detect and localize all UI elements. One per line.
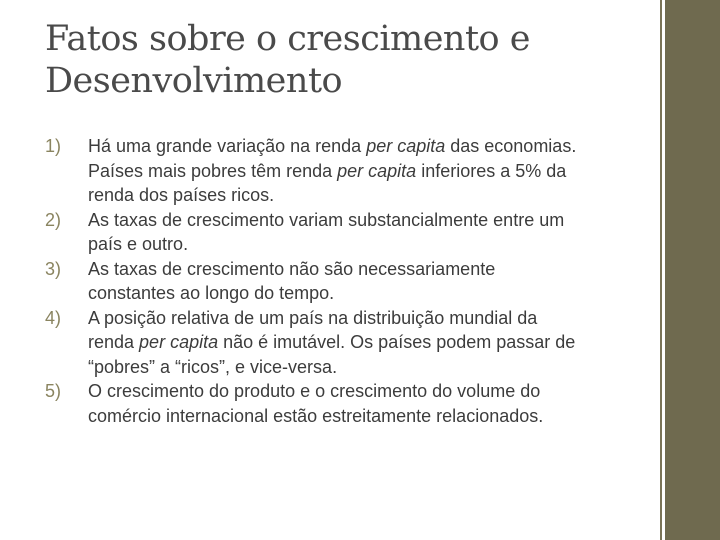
list-item-text-line <box>88 355 645 380</box>
text-segment: constantes ao longo do tempo. <box>88 283 335 303</box>
text-segment: das economias. <box>445 136 577 156</box>
text-segment: O crescimento do produto e o crescimento do volume do <box>88 381 541 401</box>
list-item-text-line <box>88 404 645 429</box>
list-item-text-line <box>88 183 645 208</box>
list-item-number: 4) <box>45 307 62 328</box>
text-segment: “pobres” a “ricos”, e vice-versa. <box>88 356 338 377</box>
decorative-sidebar <box>665 0 720 540</box>
list-item-number: 1) <box>45 136 62 156</box>
text-segment: renda dos países ricos. <box>88 185 275 205</box>
list-item-text-line <box>88 159 645 184</box>
list-item-text-line <box>88 232 645 257</box>
list-item-text-line <box>88 281 645 306</box>
text-segment: Países mais pobres têm renda <box>88 160 338 181</box>
slide-title <box>45 18 645 102</box>
text-segment: comércio internacional estão estreitamente relacionados. <box>88 405 544 426</box>
list-item-number: 5) <box>45 381 62 401</box>
text-segment: A posição relativa de um país na distribuição mundial da <box>88 307 538 328</box>
list-item-text-line <box>88 330 645 355</box>
list-item <box>45 306 645 380</box>
text-segment: não é imutável. Os países podem passar de <box>218 332 576 352</box>
italic-term: per capita <box>337 160 417 181</box>
list-item-text-line <box>88 379 645 404</box>
text-segment: As taxas de crescimento variam substancialmente entre um <box>88 209 565 230</box>
list-item-text-line <box>88 134 645 159</box>
text-segment: país e outro. <box>88 234 189 254</box>
list-item-text-line <box>88 257 645 282</box>
italic-term: per capita <box>366 136 446 156</box>
list-item-number: 3) <box>45 258 62 279</box>
list-item-number: 2) <box>45 209 62 230</box>
list-item-text-line <box>88 208 645 233</box>
list-item <box>45 134 645 208</box>
list-item <box>45 257 645 306</box>
numbered-list <box>45 134 645 428</box>
text-segment: Há uma grande variação na renda <box>88 136 367 156</box>
text-segment: As taxas de crescimento não são necessariamente <box>88 258 496 279</box>
list-item <box>45 379 645 428</box>
text-segment: renda <box>88 332 140 352</box>
list-item <box>45 208 645 257</box>
sidebar-divider-line <box>660 0 662 540</box>
text-segment: inferiores a 5% da <box>416 160 567 181</box>
slide-title-line-1: Fatos sobre o crescimento e <box>45 19 530 59</box>
slide-title-line-2: Desenvolvimento <box>45 61 343 101</box>
list-item-text-line <box>88 306 645 331</box>
italic-term: per capita <box>139 332 219 352</box>
